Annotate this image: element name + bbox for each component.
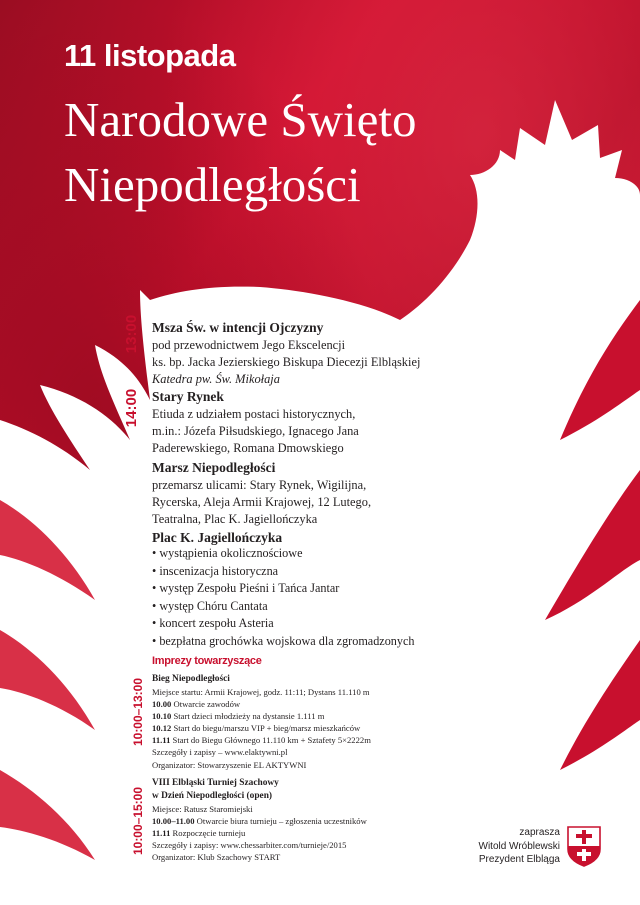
event-title: Msza Św. w intencji Ojczyzny — [152, 320, 324, 335]
event-line: Teatralna, Plac K. Jagiellończyka — [152, 512, 318, 526]
time-13: 13:00 — [123, 314, 140, 354]
invitation — [452, 826, 560, 867]
time-chess: 10:00–15:00 — [131, 786, 145, 856]
event-march — [152, 458, 371, 528]
event-organizer: Organizator: Klub Szachowy START — [152, 852, 281, 863]
schedule-item: 10.00 Otwarcie zawodów — [152, 699, 241, 710]
event-title: Plac K. Jagiellończyka — [152, 530, 283, 545]
event-title: VIII Elbląski Turniej Szachowy — [152, 778, 279, 788]
event-line: Miejsce: Ratusz Staromiejski — [152, 804, 253, 814]
schedule-item: 10.12 Start do biegu/marszu VIP + bieg/marsz mieszkańców — [152, 723, 361, 734]
invite-line: Witold Wróblewski — [478, 840, 560, 852]
list-item: • bezpłatna grochówka wojskowa dla zgromadzonych — [152, 633, 415, 648]
event-line: m.in.: Józefa Piłsudskiego, Ignacego Jana — [152, 424, 359, 438]
event-run — [152, 673, 371, 771]
event-line: ks. bp. Jacka Jezierskiego Biskupa Diecezji Elbląskiej — [152, 355, 421, 369]
event-place: Katedra pw. Św. Mikołaja — [152, 372, 280, 386]
event-line: przemarsz ulicami: Stary Rynek, Wigilijna, — [152, 478, 367, 492]
event-chess — [152, 777, 367, 863]
schedule-item: 10.10 Start dzieci młodzieży na dystansie 1.111 m — [152, 711, 325, 722]
event-line: Szczegóły i zapisy – www.elaktywni.pl — [152, 747, 288, 758]
date-heading: 11 listopada — [64, 38, 236, 73]
event-line: Miejsce startu: Armii Krajowej, godz. 11:11; Dystans 11.110 m — [152, 687, 370, 697]
title-line-1: Narodowe Święto — [64, 92, 417, 147]
schedule-item: 11.11 Rozpoczęcie turnieju — [152, 828, 246, 839]
list-item: • występ Chóru Cantata — [152, 598, 268, 613]
event-line: Szczegóły i zapisy: www.chessarbiter.com/turnieje/2015 — [152, 840, 347, 851]
event-line: Paderewskiego, Romana Dmowskiego — [152, 441, 344, 455]
event-line: Etiuda z udziałem postaci historycznych, — [152, 407, 356, 421]
time-run: 10:00–13:00 — [131, 677, 145, 747]
event-title: Marsz Niepodległości — [152, 460, 276, 475]
list-item: • występ Zespołu Pieśni i Tańca Jantar — [152, 581, 340, 596]
event-line: Rycerska, Aleja Armii Krajowej, 12 Lutego, — [152, 495, 372, 509]
schedule-item: 11.11 Start do Biegu Głównego 11.110 km + Sztafety 5×2222m — [152, 735, 371, 746]
event-title: Stary Rynek — [152, 389, 224, 404]
event-line: pod przewodnictwem Jego Ekscelencji — [152, 338, 346, 352]
invite-line: zaprasza — [519, 827, 560, 838]
time-14: 14:00 — [123, 388, 140, 428]
event-old-market — [152, 387, 359, 457]
list-item: • koncert zespołu Asteria — [152, 616, 274, 631]
list-item: • inscenizacja historyczna — [152, 563, 279, 578]
bullet-list — [152, 545, 415, 651]
schedule-item: 10.00–11.00 Otwarcie biura turnieju – zgłoszenia uczestników — [152, 816, 367, 827]
list-item: • wystąpienia okolicznościowe — [152, 546, 303, 560]
invite-line: Prezydent Elbląga — [478, 854, 560, 865]
event-mass — [152, 318, 420, 388]
event-title: w Dzień Niepodległości (open) — [152, 791, 273, 801]
title-line-2: Niepodległości — [64, 157, 361, 212]
event-organizer: Organizator: Stowarzyszenie EL AKTYWNI — [152, 759, 307, 770]
side-events-title: Imprezy towarzyszące — [152, 655, 262, 667]
event-title: Bieg Niepodległości — [152, 674, 230, 684]
city-crest-icon — [566, 825, 602, 867]
